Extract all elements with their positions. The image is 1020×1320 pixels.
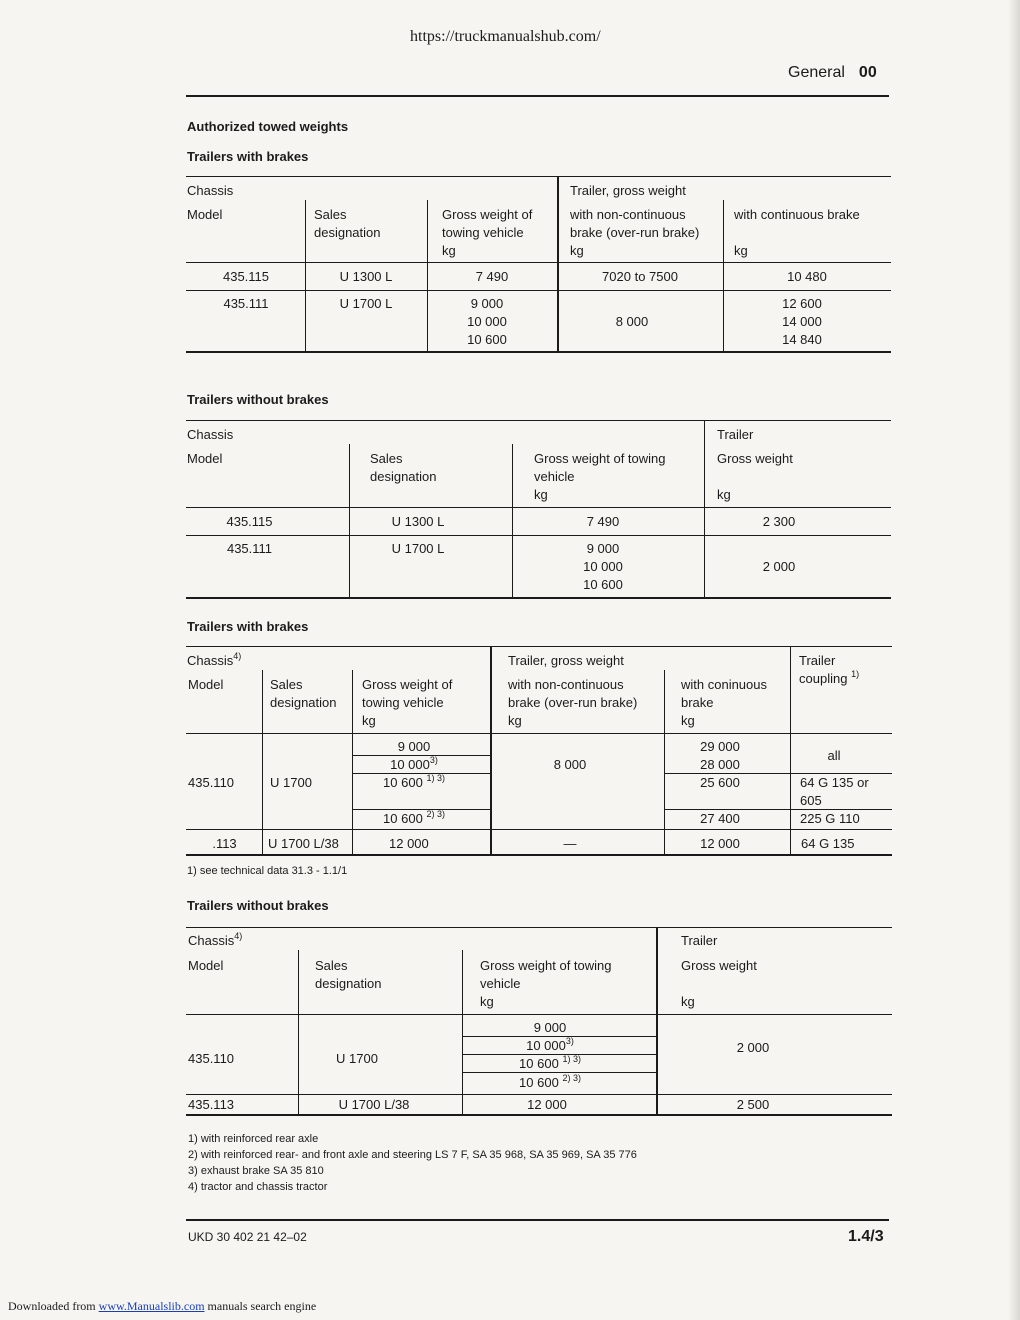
t4-trailer-a: 2 000 [736,1040,770,1055]
t3-sales-b: U 1700 L/38 [268,836,339,851]
t1-r1-noncont: 7020 to 7500 [602,269,678,284]
page-title: Authorized towed weights [187,119,349,134]
t2-r1-trailer: 2 300 [762,514,796,529]
t1-h-chassis: Chassis [187,183,234,198]
t4-h-gross-1: Gross weight of towing [480,958,612,973]
t2-r2-sales: U 1700 L [391,541,445,556]
t2-h-trailer: Trailer [717,427,754,442]
t1-r2-model: 435.111 [223,296,269,311]
t1-r2-cont-2: 14 000 [782,314,822,329]
t3-h-noncont-1: with non-continuous [508,677,624,692]
t2-r2-gross-1: 9 000 [586,541,620,556]
t2-h-gross-2: vehicle [534,469,575,484]
t3-h-gross-2: towing vehicle [362,695,444,710]
t1-r2-gross-2: 10 000 [467,314,507,329]
t4-h-trailer: Trailer [681,933,718,948]
t1-h-cont-unit: kg [734,243,748,258]
t2-h-tgross: Gross weight [717,451,793,466]
t4-h-tgross: Gross weight [681,958,757,973]
t1-r2-sales: U 1700 L [339,296,393,311]
t3-footnote: 1) see technical data 31.3 - 1.1/1 [187,865,348,877]
manualslib-link[interactable]: www.Manualslib.com [98,1299,205,1313]
t4-h-tgross-unit: kg [681,994,695,1009]
t3-coupling-a-2: 64 G 135 or [800,775,869,790]
t3-gross-a-2: 10 000$^{3)}$ [390,755,438,772]
t4-model-a: 435.110 [188,1051,235,1066]
t3-h-cont-2: brake [681,695,714,710]
t1-title: Trailers with brakes [187,149,309,164]
t1-h-noncont-1: with non-continuous [570,207,686,222]
t2-r2-gross-2: 10 000 [583,559,623,574]
t2-h-gross-1: Gross weight of towing [534,451,666,466]
t2-r2-trailer: 2 000 [762,559,796,574]
page-number: 1.4/3 [848,1228,884,1245]
t3-h-gross-unit: kg [362,713,376,728]
header-rule [186,95,889,97]
t3-h-trailer: Trailer, gross weight [508,653,624,668]
t3-h-coupling-2: coupling $^{1)}$ [799,669,860,686]
t3-noncont-a: 8 000 [553,757,587,772]
footnote-4: 4) tractor and chassis tractor [188,1181,328,1193]
t3-gross-a-3: 10 600 $^{1) 3)}$ [383,773,445,790]
t1-h-gross-unit: kg [442,243,456,258]
t2-title: Trailers without brakes [187,392,329,407]
t3-h-chassis: Chassis$^{4)}$ [187,651,242,668]
section-header [788,64,877,82]
t3-cont-a-2: 28 000 [700,757,740,772]
t4-gross-a-1: 9 000 [533,1020,567,1035]
t1-h-gross-1: Gross weight of [442,207,533,222]
document-code: UKD 30 402 21 42–02 [188,1230,307,1244]
t1-h-sales-1: Sales [314,207,347,222]
t3-coupling-a-1: all [827,748,841,763]
t3-coupling-a-4: 225 G 110 [800,811,860,826]
t4-gross-b: 12 000 [527,1097,567,1112]
section-name: General [788,64,845,81]
t1-r1-model: 435.115 [222,269,270,284]
footnote-1: 1) with reinforced rear axle [188,1133,319,1145]
t2-h-chassis: Chassis [187,427,234,442]
t2-r1-model: 435.115 [226,514,273,529]
t1-r1-cont: 10 480 [787,269,827,284]
t3-cont-a-4: 27 400 [700,811,740,826]
t3-coupling-a-3: 605 [800,793,822,808]
t2-h-model: Model [187,451,223,466]
t1-h-sales-2: designation [314,225,381,240]
t4-sales-a: U 1700 [336,1051,378,1066]
t1-r2-gross-1: 9 000 [470,296,504,311]
t3-sales-a: U 1700 [270,775,312,790]
t2-r2-gross-3: 10 600 [583,577,623,592]
t4-h-sales-2: designation [315,976,382,991]
t4-h-sales-1: Sales [315,958,348,973]
t3-h-noncont-2: brake (over-run brake) [508,695,638,710]
t3-noncont-b: — [563,836,577,851]
t3-h-gross-1: Gross weight of [362,677,453,692]
t4-h-gross-unit: kg [480,994,494,1009]
t4-title: Trailers without brakes [187,898,329,913]
t4-trailer-b: 2 500 [736,1097,770,1112]
t1-r2-cont-1: 12 600 [782,296,822,311]
t3-model-b: .113 [212,836,237,851]
download-suffix: manuals search engine [207,1299,317,1313]
source-url[interactable]: https://truckmanualshub.com/ [410,28,601,45]
footnotes [188,1132,637,1195]
t4-model-b: 435.113 [188,1097,235,1112]
t3-h-cont-unit: kg [681,713,695,728]
t1-h-noncont-unit: kg [570,243,584,258]
t1-r1-sales: U 1300 L [339,269,393,284]
t3-h-model: Model [188,677,224,692]
t3-h-sales-1: Sales [270,677,303,692]
footnote-2: 2) with reinforced rear- and front axle and steering LS 7 F, SA 35 968, SA 35 969, SA 35 776 [188,1149,637,1161]
t1-h-gross-2: towing vehicle [442,225,524,240]
t3-cont-b: 12 000 [700,836,740,851]
t1-r2-noncont: 8 000 [615,314,649,329]
t1-h-trailer: Trailer, gross weight [570,183,686,198]
page-edge-shadow [1008,0,1020,1320]
t4-h-gross-2: vehicle [480,976,521,991]
t2-r1-sales: U 1300 L [391,514,445,529]
t4-gross-a-3: 10 600 $^{1) 3)}$ [519,1054,581,1071]
t2-h-tgross-unit: kg [717,487,731,502]
download-prefix: Downloaded from [8,1299,96,1313]
t1-h-cont-1: with continuous brake [734,207,860,222]
t3-gross-a-1: 9 000 [397,739,431,754]
t2-h-sales-2: designation [370,469,437,484]
t3-h-sales-2: designation [270,695,337,710]
t2-r1-gross: 7 490 [586,514,620,529]
t3-h-coupling-1: Trailer [799,653,836,668]
t4-h-model: Model [188,958,224,973]
t3-h-cont-1: with coninuous [681,677,767,692]
t2-h-gross-unit: kg [534,487,548,502]
footer-rule [186,1219,889,1221]
t3-h-noncont-unit: kg [508,713,522,728]
footnote-3: 3) exhaust brake SA 35 810 [188,1165,324,1177]
t3-model-a: 435.110 [188,775,235,790]
t1-r1-gross: 7 490 [475,269,509,284]
t3-gross-b: 12 000 [389,836,429,851]
t3-coupling-b: 64 G 135 [801,836,855,851]
section-number: 00 [858,64,877,81]
t3-title: Trailers with brakes [187,619,309,634]
t1-r2-gross-3: 10 600 [467,332,507,347]
t4-sales-b: U 1700 L/38 [338,1097,410,1112]
t1-r2-cont-3: 14 840 [782,332,822,347]
t3-cont-a-3: 25 600 [700,775,740,790]
download-line [8,1299,316,1314]
t2-h-sales-1: Sales [370,451,403,466]
t4-h-chassis: Chassis$^{4)}$ [188,931,243,948]
t4-gross-a-4: 10 600 $^{2) 3)}$ [519,1073,581,1090]
t2-r2-model: 435.111 [226,541,273,556]
t1-h-noncont-2: brake (over-run brake) [570,225,700,240]
t4-gross-a-2: 10 000$^{3)}$ [526,1036,574,1053]
t3-cont-a-1: 29 000 [700,739,740,754]
t1-h-model: Model [187,207,223,222]
t3-gross-a-4: 10 600 $^{2) 3)}$ [383,809,445,826]
